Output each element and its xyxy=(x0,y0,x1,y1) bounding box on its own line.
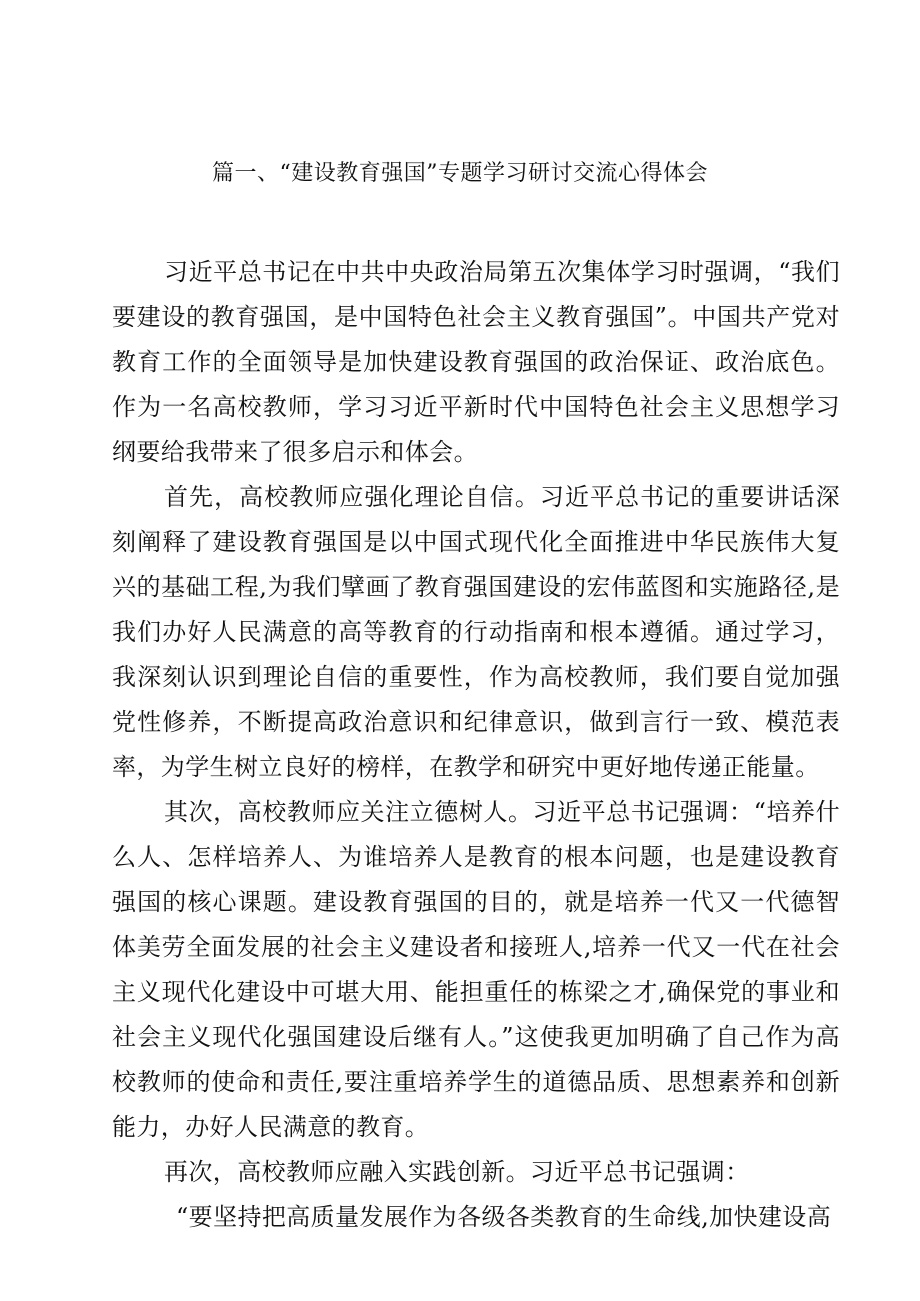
paragraph-intro: 习近平总书记在中共中央政治局第五次集体学习时强调，“我们要建设的教育强国，是中国特色社会主义教育强国”。中国共产党对教育工作的全面领导是加快建设教育强国的政治保证、政治底色。作为一名高校教师，学习习近平新时代中国特色社会主义思想学习纲要给我带来了很多启示和体会。 xyxy=(112,258,840,466)
paragraph-practice-innovation: 再次，高校教师应融入实践创新。习近平总书记强调： xyxy=(164,1158,750,1186)
paragraph-quote: “要坚持把高质量发展作为各级各类教育的生命线,加快建设高 xyxy=(176,1203,832,1231)
paragraph-theory-confidence: 首先，高校教师应强化理论自信。习近平总书记的重要讲话深刻阐释了建设教育强国是以中国式现代化全面推进中华民族伟大复兴的基础工程,为我们擘画了教育强国建设的宏伟蓝图和实施路径,是我们办好人民满意的高等教育的行动指南和根本遵循。通过学习，我深刻认识到理论自信的重要性，作为高校教师，我们要自觉加强党性修养，不断提高政治意识和纪律意识，做到言行一致、模范表率，为学生树立良好的榜样，在教学和研究中更好地传递正能量。 xyxy=(112,483,840,781)
document-body xyxy=(112,250,840,1240)
paragraph-moral-education: 其次，高校教师应关注立德树人。习近平总书记强调：“培养什么人、怎样培养人、为谁培养人是教育的根本问题，也是建设教育强国的核心课题。建设教育强国的目的，就是培养一代又一代德智体美劳全面发展的社会主义建设者和接班人,培养一代又一代在社会主义现代化建设中可堪大用、能担重任的栋梁之才,确保党的事业和社会主义现代化强国建设后继有人。”这使我更加明确了自己作为高校教师的使命和责任,要注重培养学生的道德品质、思想素养和创新能力，办好人民满意的教育。 xyxy=(112,798,840,1141)
document-title: 篇一、“建设教育强国”专题学习研讨交流心得体会 xyxy=(212,161,708,186)
